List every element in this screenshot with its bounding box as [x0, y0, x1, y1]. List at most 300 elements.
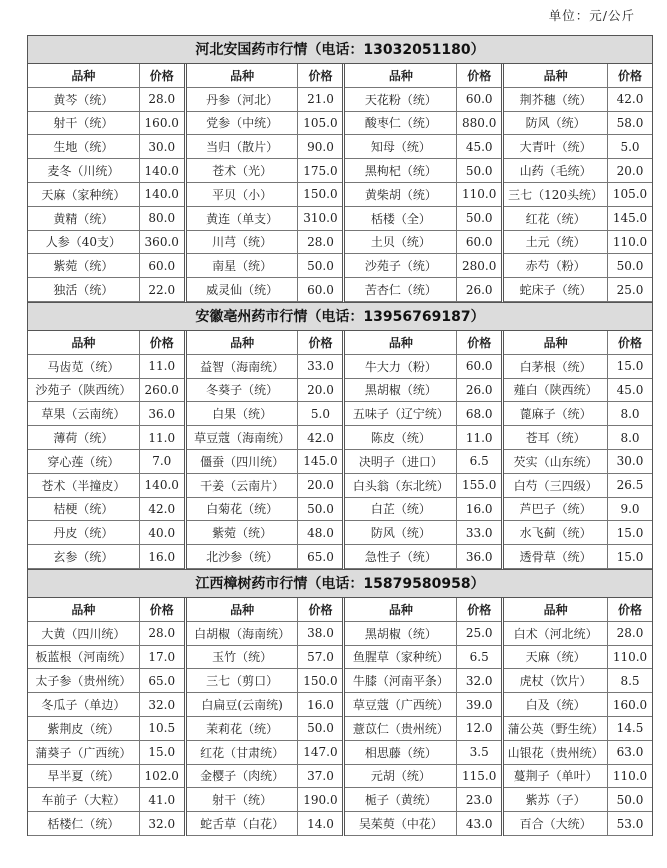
table-row [187, 498, 343, 522]
herb-name: 五味子（辽宁统） [345, 402, 457, 425]
herb-price: 8.5 [620, 673, 640, 688]
herb-price: 3.5 [469, 745, 489, 760]
header-row [345, 331, 501, 355]
price-column [501, 598, 652, 836]
herb-name: 天花粉（统） [345, 88, 457, 111]
herb-name: 紫荆皮（统） [28, 717, 140, 740]
herb-name: 射干（统） [187, 788, 299, 811]
table-row [504, 278, 652, 302]
table-row [345, 135, 501, 159]
table-row [345, 693, 501, 717]
herb-name: 薄荷（统） [28, 426, 140, 449]
herb-price: 25.0 [465, 626, 493, 641]
table-row [187, 402, 343, 426]
herb-price: 32.0 [148, 816, 176, 831]
herb-name: 玉竹（统） [187, 646, 299, 669]
table-row [504, 207, 652, 231]
herb-name: 黑枸杞（统） [345, 159, 457, 182]
herb-price: 5.0 [310, 406, 331, 421]
herb-name: 相思藤（统） [345, 741, 457, 764]
table-row [187, 278, 343, 302]
herb-name: 山银花（贵州统） [504, 741, 608, 764]
table-row [187, 135, 343, 159]
table-row [28, 646, 184, 670]
herb-name: 丹皮（统） [28, 521, 140, 544]
herb-name: 苍耳（统） [504, 426, 608, 449]
herb-name: 紫菀（统） [28, 254, 140, 277]
header-row [187, 598, 343, 622]
herb-name: 土元（统） [504, 231, 608, 254]
table-row [187, 183, 343, 207]
herb-price: 42.0 [616, 92, 644, 107]
herb-price: 50.0 [307, 258, 334, 273]
herb-name: 独活（统） [28, 278, 140, 301]
price-column [342, 64, 501, 302]
price-header: 价格 [308, 68, 333, 83]
herb-price: 110.0 [612, 649, 648, 664]
herb-price: 43.0 [465, 816, 493, 831]
herb-price: 15.0 [616, 549, 644, 564]
table-row [345, 402, 501, 426]
herb-name: 三七（120头统） [504, 183, 608, 206]
herb-price: 110.0 [612, 768, 648, 783]
herb-name: 大青叶（统） [504, 135, 608, 158]
herb-price: 110.0 [462, 187, 497, 202]
herb-name: 蔓荆子（单叶） [504, 765, 608, 788]
name-header: 品种 [28, 331, 140, 354]
unit-label: 单位：元/公斤 [548, 8, 635, 23]
table-row [187, 693, 343, 717]
herb-name: 鱼腥草（家种统） [345, 646, 457, 669]
table-row [28, 741, 184, 765]
price-column [501, 331, 652, 569]
price-header: 价格 [308, 602, 333, 617]
herb-name: 黑胡椒（统） [345, 622, 457, 645]
table-row [504, 254, 652, 278]
herb-price: 36.0 [465, 549, 493, 564]
herb-price: 140.0 [144, 478, 179, 493]
table-row [28, 498, 184, 522]
price-header: 价格 [617, 68, 642, 83]
header-row [187, 331, 343, 355]
herb-name: 沙苑子（统） [345, 254, 457, 277]
table-row [504, 545, 652, 569]
section-title: 江西樟树药市行情（电话：15879580958） [27, 569, 653, 598]
herb-name: 车前子（大粒） [28, 788, 140, 811]
herb-price: 260.0 [144, 382, 179, 397]
price-column [342, 598, 501, 836]
herb-price: 30.0 [148, 139, 176, 154]
herb-name: 苍术（光） [187, 159, 299, 182]
table-row [504, 622, 652, 646]
table-row [504, 812, 652, 836]
table-row [345, 521, 501, 545]
table-row [504, 646, 652, 670]
market-price-table [27, 35, 653, 836]
herb-name: 人参（40支） [28, 231, 140, 254]
herb-price: 16.0 [307, 697, 334, 712]
herb-price: 150.0 [303, 673, 338, 688]
herb-price: 53.0 [616, 816, 644, 831]
table-row [28, 812, 184, 836]
herb-name: 蒲公英（野生统） [504, 717, 608, 740]
table-row [504, 765, 652, 789]
herb-price: 20.0 [307, 478, 334, 493]
table-row [187, 788, 343, 812]
table-row [504, 183, 652, 207]
herb-price: 15.0 [616, 359, 644, 374]
herb-name: 防风（统） [504, 112, 608, 135]
herb-name: 旱半夏（统） [28, 765, 140, 788]
herb-price: 39.0 [465, 697, 493, 712]
herb-name: 黄连（单支） [187, 207, 299, 230]
table-row [345, 379, 501, 403]
table-row [187, 474, 343, 498]
table-row [345, 183, 501, 207]
herb-price: 6.5 [469, 454, 489, 469]
table-row [345, 622, 501, 646]
table-row [28, 112, 184, 136]
herb-name: 板蓝根（河南统） [28, 646, 140, 669]
herb-name: 党参（中统） [187, 112, 299, 135]
herb-name: 玄参（统） [28, 545, 140, 568]
herb-name: 蛇舌草（白花） [187, 812, 299, 835]
herb-name: 白术（河北统） [504, 622, 608, 645]
herb-price: 145.0 [612, 211, 648, 226]
table-row [187, 426, 343, 450]
herb-price: 12.0 [465, 721, 493, 736]
price-header: 价格 [149, 602, 174, 617]
herb-price: 310.0 [303, 211, 338, 226]
herb-name: 元胡（统） [345, 765, 457, 788]
table-row [28, 426, 184, 450]
herb-price: 22.0 [148, 282, 176, 297]
herb-price: 9.0 [620, 501, 640, 516]
herb-price: 880.0 [462, 115, 497, 130]
table-row [28, 207, 184, 231]
herb-name: 冬葵子（统） [187, 379, 299, 402]
table-row [345, 159, 501, 183]
header-row [504, 64, 652, 88]
herb-price: 63.0 [616, 745, 644, 760]
table-row [504, 402, 652, 426]
table-row [187, 521, 343, 545]
herb-name: 防风（统） [345, 521, 457, 544]
table-row [187, 765, 343, 789]
herb-name: 茉莉花（统） [187, 717, 299, 740]
price-header: 价格 [467, 68, 492, 83]
header-row [345, 64, 501, 88]
herb-name: 草豆蔻（海南统） [187, 426, 299, 449]
price-header: 价格 [617, 602, 642, 617]
header-row [28, 64, 184, 88]
herb-name: 金樱子（肉统） [187, 765, 299, 788]
table-row [28, 788, 184, 812]
herb-name: 栝楼仁（统） [28, 812, 140, 835]
table-row [504, 521, 652, 545]
price-header: 价格 [308, 335, 333, 350]
table-row [345, 765, 501, 789]
herb-price: 105.0 [303, 115, 338, 130]
name-header: 品种 [345, 64, 457, 87]
herb-price: 36.0 [148, 406, 176, 421]
herb-price: 150.0 [303, 187, 338, 202]
name-header: 品种 [504, 598, 608, 621]
herb-name: 穿心莲（统） [28, 450, 140, 473]
herb-name: 太子参（贵州统） [28, 669, 140, 692]
price-header: 价格 [467, 602, 492, 617]
herb-price: 16.0 [465, 501, 493, 516]
herb-name: 白芍（三四级） [504, 474, 608, 497]
herb-name: 黄精（统） [28, 207, 140, 230]
table-row [345, 231, 501, 255]
herb-price: 32.0 [148, 697, 176, 712]
price-column [28, 598, 184, 836]
table-row [187, 545, 343, 569]
herb-price: 15.0 [616, 525, 644, 540]
herb-price: 65.0 [307, 549, 334, 564]
table-row [187, 254, 343, 278]
herb-name: 栀子（黄统） [345, 788, 457, 811]
table-row [28, 717, 184, 741]
herb-name: 水飞蓟（统） [504, 521, 608, 544]
name-header: 品种 [504, 331, 608, 354]
herb-name: 虎杖（饮片） [504, 669, 608, 692]
herb-price: 145.0 [303, 454, 338, 469]
herb-name: 当归（散片） [187, 135, 299, 158]
name-header: 品种 [28, 64, 140, 87]
table-row [187, 812, 343, 836]
table-row [28, 450, 184, 474]
price-column [184, 64, 343, 302]
herb-name: 牛膝（河南平条） [345, 669, 457, 692]
herb-price: 40.0 [148, 525, 176, 540]
herb-price: 26.5 [616, 478, 644, 493]
table-row [28, 355, 184, 379]
price-grid [27, 64, 653, 302]
header-row [187, 64, 343, 88]
table-row [504, 379, 652, 403]
herb-name: 沙苑子（陕西统） [28, 379, 140, 402]
table-row [345, 812, 501, 836]
herb-name: 白及（统） [504, 693, 608, 716]
herb-price: 11.0 [465, 430, 493, 445]
herb-name: 百合（大统） [504, 812, 608, 835]
herb-name: 马齿苋（统） [28, 355, 140, 378]
table-row [504, 426, 652, 450]
price-grid [27, 331, 653, 569]
name-header: 品种 [28, 598, 140, 621]
table-row [345, 426, 501, 450]
herb-name: 吴茱萸（中花） [345, 812, 457, 835]
herb-name: 川芎（统） [187, 231, 299, 254]
table-row [504, 474, 652, 498]
table-row [345, 545, 501, 569]
table-row [187, 355, 343, 379]
table-row [187, 669, 343, 693]
herb-price: 32.0 [465, 673, 493, 688]
table-row [187, 207, 343, 231]
herb-name: 大黄（四川统） [28, 622, 140, 645]
table-row [345, 112, 501, 136]
herb-name: 南星（统） [187, 254, 299, 277]
herb-price: 11.0 [148, 359, 176, 374]
herb-price: 147.0 [303, 745, 338, 760]
herb-name: 黄芩（统） [28, 88, 140, 111]
herb-price: 8.0 [620, 430, 640, 445]
section-title: 河北安国药市行情（电话：13032051180） [27, 35, 653, 64]
herb-name: 蓖麻子（统） [504, 402, 608, 425]
herb-name: 草果（云南统） [28, 402, 140, 425]
herb-name: 黄柴胡（统） [345, 183, 457, 206]
herb-price: 110.0 [612, 234, 648, 249]
herb-name: 决明子（进口） [345, 450, 457, 473]
herb-price: 25.0 [616, 282, 644, 297]
herb-price: 14.5 [616, 721, 644, 736]
herb-price: 50.0 [616, 792, 644, 807]
herb-price: 50.0 [307, 501, 334, 516]
herb-name: 生地（统） [28, 135, 140, 158]
table-row [187, 379, 343, 403]
price-column [184, 331, 343, 569]
herb-name: 平贝（小） [187, 183, 299, 206]
table-row [187, 717, 343, 741]
herb-name: 苦杏仁（统） [345, 278, 457, 301]
herb-name: 芡实（山东统） [504, 450, 608, 473]
herb-name: 黑胡椒（统） [345, 379, 457, 402]
herb-name: 薤白（陕西统） [504, 379, 608, 402]
name-header: 品种 [345, 331, 457, 354]
herb-name: 麦冬（川统） [28, 159, 140, 182]
herb-price: 50.0 [465, 211, 493, 226]
table-row [504, 112, 652, 136]
herb-name: 红花（统） [504, 207, 608, 230]
herb-price: 60.0 [465, 92, 493, 107]
table-row [187, 741, 343, 765]
herb-price: 30.0 [616, 454, 644, 469]
table-row [504, 88, 652, 112]
table-row [187, 112, 343, 136]
table-row [345, 278, 501, 302]
table-row [504, 669, 652, 693]
table-row [28, 622, 184, 646]
herb-name: 丹参（河北） [187, 88, 299, 111]
herb-price: 41.0 [148, 792, 176, 807]
table-row [28, 545, 184, 569]
herb-price: 60.0 [148, 258, 176, 273]
herb-price: 16.0 [148, 549, 176, 564]
herb-name: 白芷（统） [345, 498, 457, 521]
table-row [28, 521, 184, 545]
herb-price: 20.0 [616, 163, 644, 178]
herb-name: 芦巴子（统） [504, 498, 608, 521]
herb-price: 80.0 [148, 211, 176, 226]
herb-name: 酸枣仁（统） [345, 112, 457, 135]
herb-name: 荆芥穗（统） [504, 88, 608, 111]
herb-price: 105.0 [612, 187, 648, 202]
herb-price: 33.0 [465, 525, 493, 540]
herb-name: 白头翁（东北统） [345, 474, 457, 497]
herb-name: 白扁豆(云南统) [187, 693, 299, 716]
table-row [504, 693, 652, 717]
table-row [28, 231, 184, 255]
herb-price: 28.0 [307, 234, 334, 249]
herb-price: 60.0 [465, 234, 493, 249]
herb-price: 90.0 [307, 139, 334, 154]
herb-price: 38.0 [307, 626, 334, 641]
table-row [345, 498, 501, 522]
herb-price: 14.0 [307, 816, 334, 831]
herb-price: 60.0 [307, 282, 334, 297]
herb-name: 草豆蔻（广西统） [345, 693, 457, 716]
table-row [504, 355, 652, 379]
name-header: 品种 [187, 64, 299, 87]
herb-price: 37.0 [307, 768, 334, 783]
herb-name: 冬瓜子（单边） [28, 693, 140, 716]
name-header: 品种 [504, 64, 608, 87]
herb-name: 赤芍（粉） [504, 254, 608, 277]
herb-name: 三七（剪口） [187, 669, 299, 692]
table-row [187, 622, 343, 646]
table-row [187, 88, 343, 112]
header-row [28, 598, 184, 622]
price-column [28, 331, 184, 569]
herb-name: 白菊花（统） [187, 498, 299, 521]
herb-price: 60.0 [465, 359, 493, 374]
herb-price: 17.0 [148, 649, 176, 664]
table-row [28, 693, 184, 717]
section-title: 安徽亳州药市行情（电话：13956769187） [27, 302, 653, 331]
header-row [504, 331, 652, 355]
table-row [345, 474, 501, 498]
price-column [28, 64, 184, 302]
herb-price: 360.0 [144, 234, 179, 249]
herb-name: 僵蚕（四川统） [187, 450, 299, 473]
price-column [184, 598, 343, 836]
herb-name: 天麻（家种统） [28, 183, 140, 206]
table-row [345, 207, 501, 231]
table-row [504, 159, 652, 183]
herb-name: 蛇床子（统） [504, 278, 608, 301]
herb-price: 26.0 [465, 282, 493, 297]
herb-price: 50.0 [307, 721, 334, 736]
table-row [345, 717, 501, 741]
herb-price: 8.0 [620, 406, 640, 421]
table-row [28, 254, 184, 278]
herb-price: 58.0 [616, 115, 644, 130]
header-row [345, 598, 501, 622]
herb-price: 160.0 [612, 697, 648, 712]
table-row [28, 765, 184, 789]
table-row [28, 183, 184, 207]
price-grid [27, 598, 653, 836]
table-row [187, 450, 343, 474]
table-row [345, 450, 501, 474]
herb-price: 33.0 [307, 359, 334, 374]
herb-name: 北沙参（统） [187, 545, 299, 568]
table-row [504, 741, 652, 765]
table-row [345, 669, 501, 693]
table-row [28, 379, 184, 403]
herb-price: 28.0 [148, 92, 176, 107]
table-row [28, 474, 184, 498]
herb-name: 山药（毛统） [504, 159, 608, 182]
herb-name: 急性子（统） [345, 545, 457, 568]
table-row [345, 88, 501, 112]
price-column [501, 64, 652, 302]
table-row [187, 231, 343, 255]
table-row [345, 646, 501, 670]
